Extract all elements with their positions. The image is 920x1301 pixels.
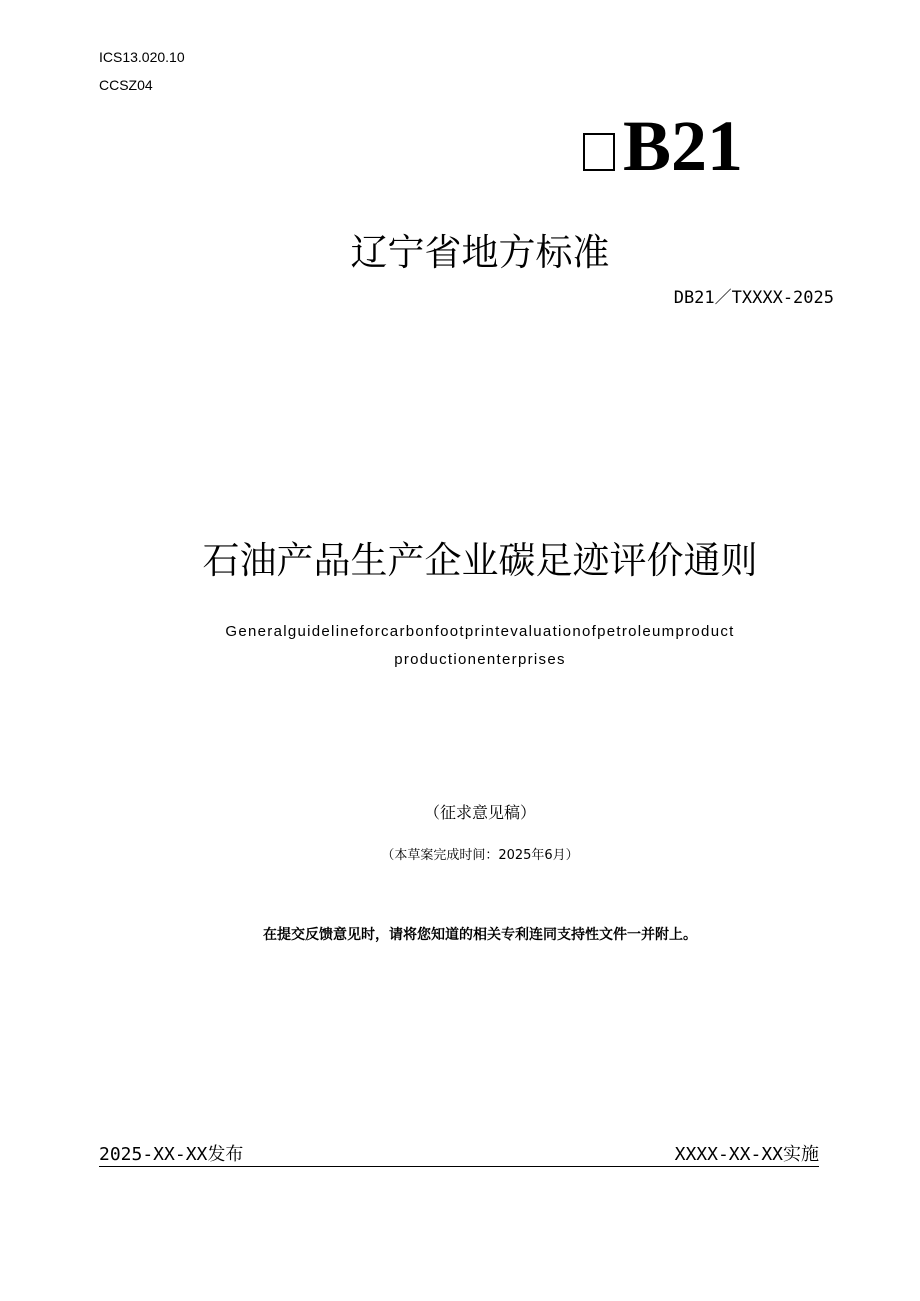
standard-number: DB21／TXXXX-2025 [673,288,834,308]
title-en-line-1: Generalguidelineforcarbonfootprintevaluationofpetroleumproduct [225,623,735,640]
standard-logo [583,106,743,186]
logo-box-icon [583,133,615,171]
standard-type: 辽宁省地方标准 [350,231,610,274]
document-title-cn: 石油产品生产企业碳足迹评价通则 [202,539,758,582]
implement-date: XXXX-XX-XX实施 [674,1144,819,1165]
draft-completion-time: （本草案完成时间：2025年6月） [381,848,579,863]
document-title-en [0,618,920,674]
publish-date: 2025-XX-XX发布 [99,1144,244,1165]
ics-code: ICS13.020.10 [99,49,185,65]
title-en-line-2: productionenterprises [394,651,566,668]
patent-notice: 在提交反馈意见时，请将您知道的相关专利连同支持性文件一并附上。 [263,927,697,943]
draft-label: （征求意见稿） [423,803,536,822]
ccs-code: CCSZ04 [99,77,153,93]
footer-dates [99,1140,819,1167]
logo-text: B21 [623,106,744,186]
